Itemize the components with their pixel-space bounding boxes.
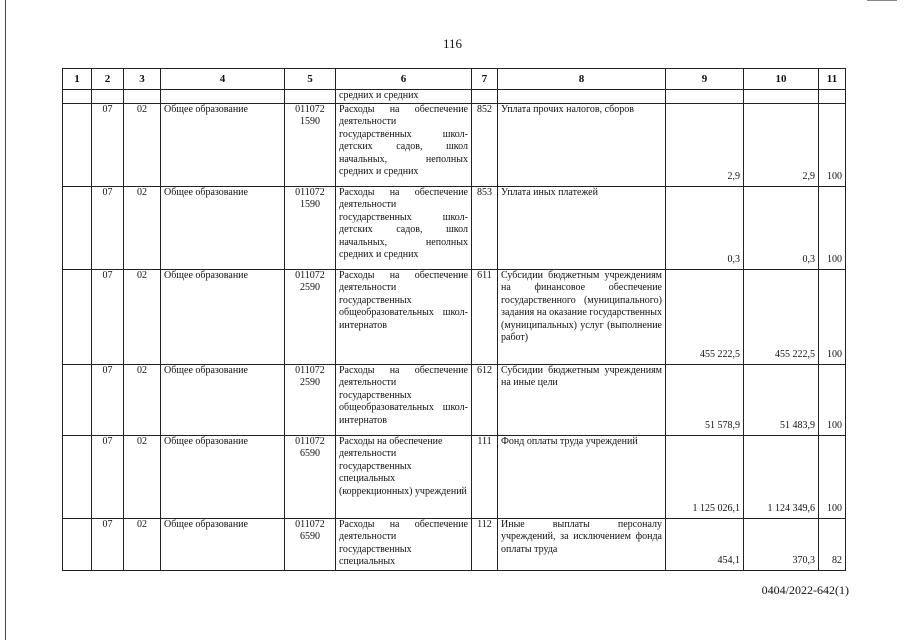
section-name: Общее образование [161, 364, 285, 435]
header-col-1: 1 [63, 69, 92, 90]
section-code: 07 [92, 518, 124, 570]
section-code: 07 [92, 103, 124, 186]
expense-type-code: 611 [472, 269, 498, 364]
target-article-code: 011072 6590 [285, 435, 336, 518]
target-article-code: 011072 6590 [285, 518, 336, 570]
target-article-name: Расходы на обеспечение деятельности государственных специальных [336, 518, 472, 570]
header-col-3: 3 [124, 69, 161, 90]
executed-amount: 455 222,5 [744, 269, 819, 364]
executed-amount: 1 124 349,6 [744, 435, 819, 518]
subsection-code: 02 [124, 103, 161, 186]
header-col-5: 5 [285, 69, 336, 90]
table-row [63, 435, 846, 518]
expense-type-code: 853 [472, 186, 498, 269]
target-article-name: Расходы на обеспечение деятельности государственных специальных (коррекционных) учреждений [336, 435, 472, 518]
subsection-code: 02 [124, 435, 161, 518]
target-article-code: 011072 2590 [285, 364, 336, 435]
scan-edge-line [5, 0, 6, 640]
section-code: 07 [92, 186, 124, 269]
header-col-9: 9 [666, 69, 744, 90]
table-row [63, 186, 846, 269]
planned-amount: 455 222,5 [666, 269, 744, 364]
expense-type-code: 112 [472, 518, 498, 570]
execution-percent: 100 [819, 364, 846, 435]
header-col-2: 2 [92, 69, 124, 90]
table-row [63, 518, 846, 570]
executed-amount: 2,9 [744, 103, 819, 186]
planned-amount: 2,9 [666, 103, 744, 186]
expense-type-code: 612 [472, 364, 498, 435]
expense-type-code: 111 [472, 435, 498, 518]
planned-amount: 1 125 026,1 [666, 435, 744, 518]
table-header-row [63, 69, 846, 90]
header-col-7: 7 [472, 69, 498, 90]
target-article-name: Расходы на обеспечение деятельности государственных общеобразовательных школ-интернатов [336, 269, 472, 364]
expense-type-name: Уплата иных платежей [498, 186, 666, 269]
expense-type-name: Уплата прочих налогов, сборов [498, 103, 666, 186]
execution-percent: 100 [819, 103, 846, 186]
header-col-6: 6 [336, 69, 472, 90]
section-name: Общее образование [161, 518, 285, 570]
header-col-8: 8 [498, 69, 666, 90]
page-number: 116 [442, 36, 463, 51]
section-name: Общее образование [161, 269, 285, 364]
planned-amount: 51 578,9 [666, 364, 744, 435]
header-col-4: 4 [161, 69, 285, 90]
table-row [63, 103, 846, 186]
planned-amount: 0,3 [666, 186, 744, 269]
section-name: Общее образование [161, 186, 285, 269]
section-code: 07 [92, 269, 124, 364]
executed-amount: 0,3 [744, 186, 819, 269]
target-article-name: Расходы на обеспечение деятельности государственных общеобразовательных школ-интернатов [336, 364, 472, 435]
subsection-code: 02 [124, 518, 161, 570]
target-article-code: 011072 1590 [285, 186, 336, 269]
section-name: Общее образование [161, 435, 285, 518]
expense-type-name: Субсидии бюджетным учреждениям на иные цели [498, 364, 666, 435]
target-article-name: Расходы на обеспечение деятельности государственных школ-детских садов, школ начальных, неполных средних и средних [336, 186, 472, 269]
table-row-continuation [63, 90, 846, 104]
section-code: 07 [92, 364, 124, 435]
execution-percent: 82 [819, 518, 846, 570]
table-row [63, 364, 846, 435]
planned-amount: 454,1 [666, 518, 744, 570]
expense-type-name: Иные выплаты персоналу учреждений, за исключением фонда оплаты труда [498, 518, 666, 570]
expense-type-name: Фонд оплаты труда учреждений [498, 435, 666, 518]
executed-amount: 51 483,9 [744, 364, 819, 435]
expense-type-name: Субсидии бюджетным учреждениям на финансовое обеспечение государственного (муниципального) задания на оказание государственных (муниципальных) услуг (выполнение работ) [498, 269, 666, 364]
continuation-text: средних и средних [336, 90, 472, 104]
budget-table [62, 68, 846, 571]
subsection-code: 02 [124, 269, 161, 364]
table-row [63, 269, 846, 364]
execution-percent: 100 [819, 186, 846, 269]
target-article-code: 011072 1590 [285, 103, 336, 186]
section-code: 07 [92, 435, 124, 518]
execution-percent: 100 [819, 435, 846, 518]
execution-percent: 100 [819, 269, 846, 364]
target-article-code: 011072 2590 [285, 269, 336, 364]
target-article-name: Расходы на обеспечение деятельности государственных школ-детских садов, школ начальных, неполных средних и средних [336, 103, 472, 186]
subsection-code: 02 [124, 186, 161, 269]
header-col-10: 10 [744, 69, 819, 90]
header-col-11: 11 [819, 69, 846, 90]
document-code: 0404/2022-642(1) [761, 583, 849, 597]
section-name: Общее образование [161, 103, 285, 186]
executed-amount: 370,3 [744, 518, 819, 570]
scan-corner-mark [867, 0, 897, 1]
subsection-code: 02 [124, 364, 161, 435]
expense-type-code: 852 [472, 103, 498, 186]
